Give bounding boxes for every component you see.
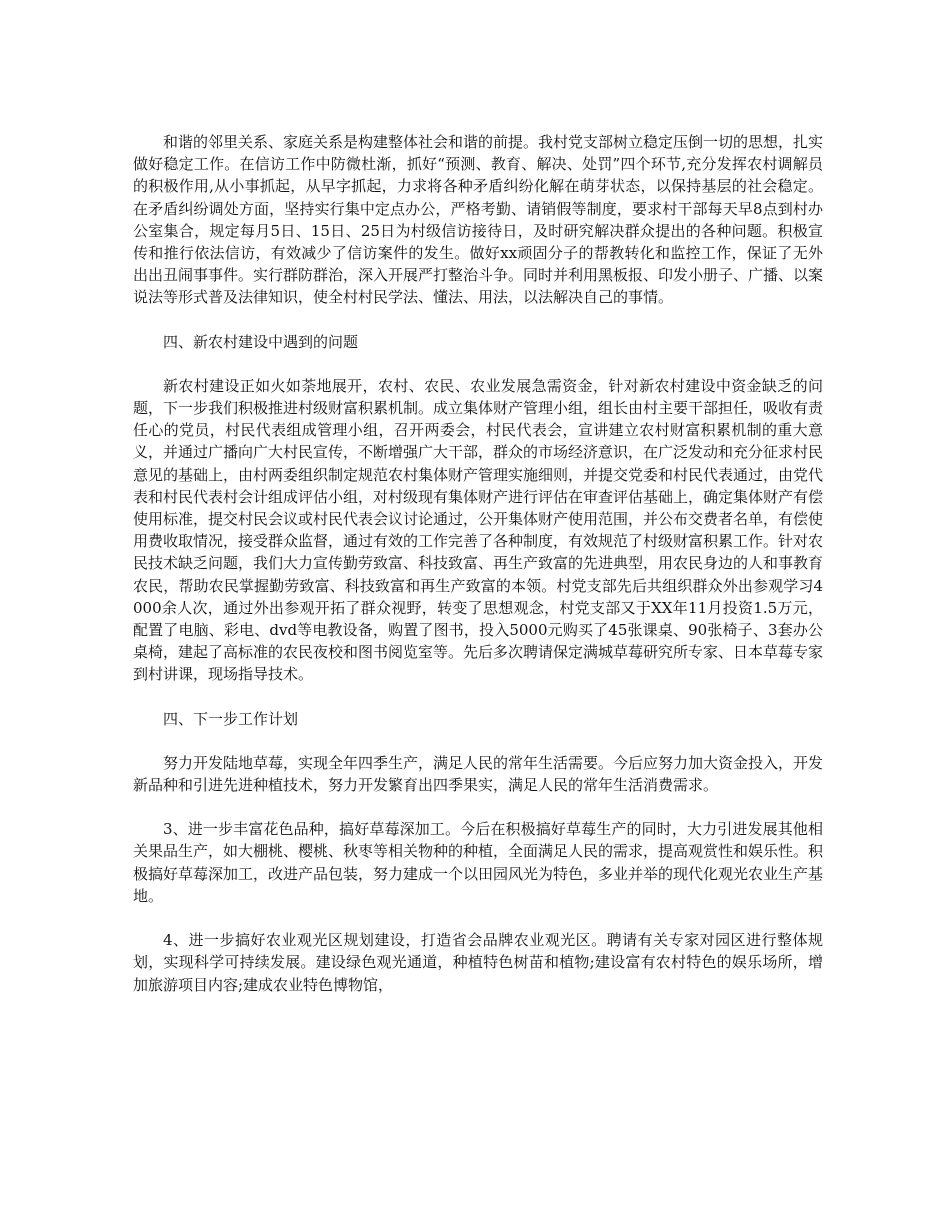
paragraph-variety-processing: 3、进一步丰富花色品种，搞好草莓深加工。今后在积极搞好草莓生产的同时，大力引进发展其他相关果品生产，如大棚桃、樱桃、秋枣等相关物种的种植，全面满足人民的需求，提高观赏性和娱乐性。积极搞好草莓深加工，改进产品包装，努力建成一个以田园风光为特色，多业并举的现代化观光农业生产基地。 (133, 820, 824, 905)
paragraph-strawberry-development: 努力开发陆地草莓，实现全年四季生产，满足人民的常年生活需要。今后应努力加大资金投入，开发新品种和引进先进种植技术，努力开发繁育出四季果实，满足人民的常年生活消费需求。 (133, 753, 824, 795)
paragraph-social-stability: 和谐的邻里关系、家庭关系是构建整体社会和谐的前提。我村党支部树立稳定压倒一切的思想，扎实做好稳定工作。在信访工作中防微杜渐，抓好“预测、教育、解决、处罚”四个环节,充分发挥农村调解员的积极作用,从小事抓起，从早字抓起，力求将各种矛盾纠纷化解在萌芽状态，以保持基层的社会稳定。在矛盾纠纷调处方面，坚持实行集中定点办公，严格考勤、请销假等制度，要求村干部每天早8点到村办公室集合，规定每月5日、15日、25日为村级信访接待日，及时研究解决群众提出的各种问题。积极宣传和推行依法信访，有效减少了信访案件的发生。做好xx顽固分子的帮教转化和监控工作，保证了无外出出丑闹事事件。实行群防群治，深入开展严打整治斗争。同时并利用黑板报、印发小册子、广播、以案说法等形式普及法律知识，使全村村民学法、懂法、用法，以法解决自己的事情。 (133, 133, 824, 307)
section-heading-problems: 四、新农村建设中遇到的问题 (163, 332, 359, 351)
paragraph-sightseeing-planning: 4、进一步搞好农业观光区规划建设，打造省会品牌农业观光区。聘请有关专家对园区进行整体规划，实现科学可持续发展。建设绿色观光通道，种植特色树苗和植物;建设富有农村特色的娱乐场所，增加旅游项目内容;建成农业特色博物馆， (133, 931, 823, 994)
paragraph-new-countryside-problems: 新农村建设正如火如荼地展开，农村、农民、农业发展急需资金，针对新农村建设中资金缺乏的问题，下一步我们积极推进村级财富积累机制。成立集体财产管理小组，组长由村主要干部担任，吸收有责任心的党员，村民代表组成管理小组，召开两委会，村民代表会，宣讲建立农村财富积累机制的重大意义，并通过广播向广大村民宣传，不断增强广大干部，群众的市场经济意识，在广泛发动和充分征求村民意见的基础上，由村两委组织制定规范农村集体财产管理实施细则，并提交党委和村民代表通过，由党代表和村民代表村会计组成评估小组，对村级现有集体财产进行评估在审查评估基础上，确定集体财产有偿使用标准，提交村民会议或村民代表会议讨论通过，公开集体财产使用范围，并公布交费者名单，有偿使用费收取情况，接受群众监督，通过有效的工作完善了各种制度，有效规范了村级财富积累工作。针对农民技术缺乏问题，我们大力宣传勤劳致富、科技致富、再生产致富的先进典型，用农民身边的人和事教育农民，帮助农民掌握勤劳致富、科技致富和再生产致富的本领。村党支部先后共组织群众外出参观学习4000余人次，通过外出参观开拓了群众视野，转变了思想观念，村党支部又于XX年11月投资1.5万元，配置了电脑、彩电、dvd等电教设备，购置了图书，投入5000元购买了45张课桌、90张椅子、3套办公桌椅，建起了高标准的农民夜校和图书阅览室等。先后多次聘请保定满城草莓研究所专家、日本草莓专家到村讲课，现场指导技术。 (133, 376, 824, 684)
section-heading-next-plan: 四、下一步工作计划 (163, 709, 299, 728)
document-body (133, 131, 823, 1018)
